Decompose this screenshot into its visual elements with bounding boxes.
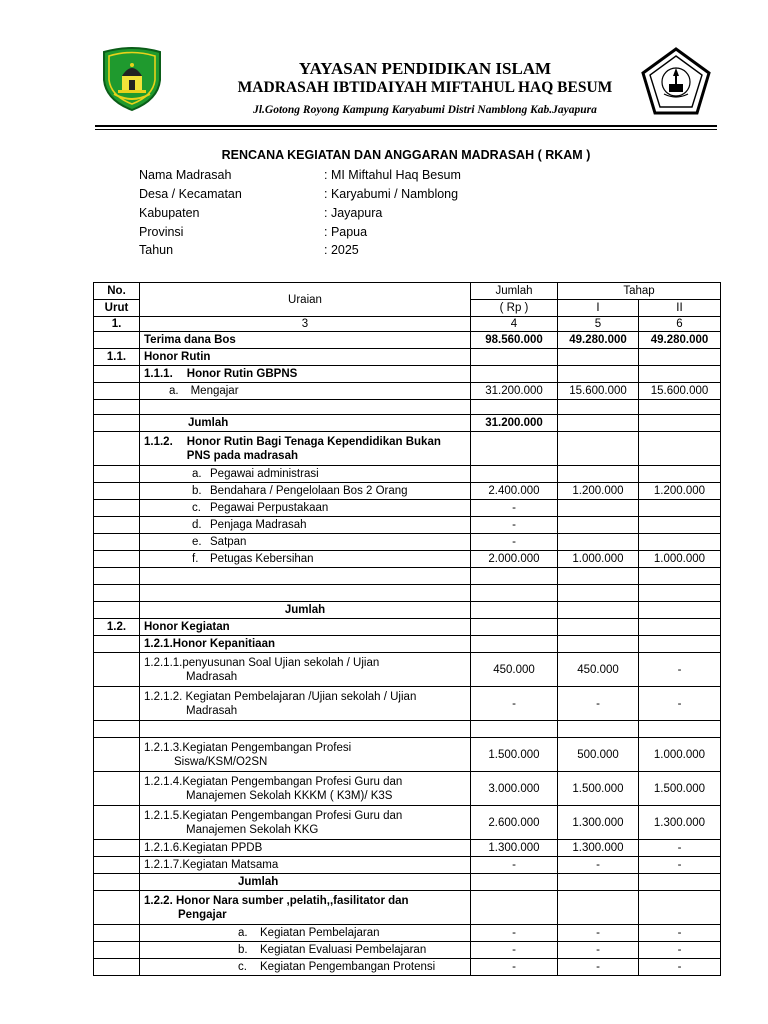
row-jumlah: - <box>471 959 558 976</box>
row-label: Penjaga Madrasah <box>210 519 307 531</box>
row-jumlah: 1.300.000 <box>471 840 558 857</box>
table-row <box>94 432 721 466</box>
header-no: No. <box>94 283 140 300</box>
row-tahap-2: 1.500.000 <box>639 772 721 806</box>
row-description <box>140 483 471 500</box>
row-tahap-1: 450.000 <box>558 653 639 687</box>
table-row <box>94 619 721 636</box>
row-code: c. <box>238 961 247 973</box>
info-value: : Jayapura <box>324 206 383 220</box>
table-row <box>94 942 721 959</box>
rkam-table <box>93 282 721 976</box>
row-label: Honor Rutin Bagi Tenaga Kependidikan Bukan PNS pada madrasah <box>186 435 441 462</box>
row-description <box>140 383 471 400</box>
row-jumlah: 1.500.000 <box>471 738 558 772</box>
row-label-cont: Manajemen Sekolah KKG <box>186 823 319 836</box>
row-tahap-1: 1.200.000 <box>558 483 639 500</box>
info-label: Kabupaten <box>139 206 200 220</box>
row-label-cont: Manajemen Sekolah KKKM ( K3M)/ K3S <box>186 789 393 802</box>
row-tahap-1: - <box>558 959 639 976</box>
row-tahap-2: 1.300.000 <box>639 806 721 840</box>
document-title: RENCANA KEGIATAN DAN ANGGARAN MADRASAH ( RKAM ) <box>221 148 591 162</box>
table-row-empty <box>94 568 721 585</box>
row-label: Honor Rutin GBPNS <box>186 368 298 380</box>
row-tahap-2: 49.280.000 <box>639 332 721 349</box>
row-description <box>140 432 471 466</box>
row-description: 1.2.1.7.Kegiatan Matsama <box>140 857 471 874</box>
row-jumlah: - <box>471 534 558 551</box>
row-tahap-2: - <box>639 687 721 721</box>
info-value: : Papua <box>324 225 368 239</box>
row-description: Terima dana Bos <box>140 332 471 349</box>
row-tahap-2: 1.000.000 <box>639 738 721 772</box>
row-code: 1.1.1. <box>144 368 173 380</box>
row-description <box>140 466 471 483</box>
row-label: Bendahara / Pengelolaan Bos 2 Orang <box>210 485 408 497</box>
row-label: 1.2.1.5.Kegiatan Pengembangan Profesi Guru dan <box>144 809 403 822</box>
table-row <box>94 925 721 942</box>
header-tahap-2: II <box>639 300 721 317</box>
row-jumlah: 2.400.000 <box>471 483 558 500</box>
info-label: Nama Madrasah <box>139 168 232 182</box>
table-row-empty <box>94 400 721 415</box>
row-label: 1.2.1.1.penyusunan Soal Ujian sekolah / Ujian <box>144 656 380 669</box>
table-row <box>94 483 721 500</box>
row-jumlah: - <box>471 500 558 517</box>
row-code: a. <box>238 927 248 939</box>
row-tahap-1: 500.000 <box>558 738 639 772</box>
row-jumlah: - <box>471 687 558 721</box>
header-jumlah: Jumlah <box>471 283 558 300</box>
row-jumlah: - <box>471 942 558 959</box>
row-label-cont: Madrasah <box>186 670 238 683</box>
row-description <box>140 806 471 840</box>
header-urut: Urut <box>94 300 140 317</box>
row-description: 1.2.1.6.Kegiatan PPDB <box>140 840 471 857</box>
info-value: : MI Miftahul Haq Besum <box>324 168 461 182</box>
column-number-row <box>94 317 721 332</box>
row-label: 1.2.1.4.Kegiatan Pengembangan Profesi Guru dan <box>144 775 403 788</box>
row-code: c. <box>192 502 201 514</box>
row-description <box>140 366 471 383</box>
row-description <box>140 942 471 959</box>
row-description <box>140 891 471 925</box>
row-label: Kegiatan Pembelajaran <box>260 927 380 939</box>
table-header-row <box>94 283 721 300</box>
row-tahap-2: - <box>639 857 721 874</box>
row-description <box>140 551 471 568</box>
col-number: 1. <box>94 317 140 332</box>
info-value: : 2025 <box>324 243 359 257</box>
info-label: Provinsi <box>139 225 184 239</box>
row-label: Satpan <box>210 536 247 548</box>
row-description: Honor Rutin <box>140 349 471 366</box>
col-number: 6 <box>639 317 721 332</box>
row-number: 1.1. <box>94 349 140 366</box>
table-row <box>94 332 721 349</box>
row-tahap-2: - <box>639 925 721 942</box>
row-label: Kegiatan Pengembangan Protensi <box>260 961 436 973</box>
header-divider-thin <box>95 129 717 130</box>
row-tahap-1: - <box>558 942 639 959</box>
header-tahap: Tahap <box>558 283 721 300</box>
row-jumlah: 31.200.000 <box>471 415 558 432</box>
school-shield-logo-icon <box>100 46 164 112</box>
row-label: Kegiatan Evaluasi Pembelajaran <box>260 944 427 956</box>
header-tahap-1: I <box>558 300 639 317</box>
row-description <box>140 500 471 517</box>
row-jumlah: 450.000 <box>471 653 558 687</box>
row-code: b. <box>192 485 202 497</box>
table-row <box>94 959 721 976</box>
row-tahap-2: 15.600.000 <box>639 383 721 400</box>
row-code: e. <box>192 536 202 548</box>
header-rp: ( Rp ) <box>471 300 558 317</box>
table-row <box>94 636 721 653</box>
row-label: Pegawai Perpustakaan <box>210 502 329 514</box>
row-label: Mengajar <box>190 385 239 397</box>
row-subtotal-label: Jumlah <box>140 415 471 432</box>
table-row <box>94 500 721 517</box>
row-tahap-2: - <box>639 840 721 857</box>
row-tahap-2: - <box>639 959 721 976</box>
header-uraian: Uraian <box>140 283 471 317</box>
school-name: MADRASAH IBTIDAIYAH MIFTAHUL HAQ BESUM <box>237 79 613 96</box>
table-row <box>94 534 721 551</box>
row-tahap-1: - <box>558 925 639 942</box>
table-row <box>94 874 721 891</box>
table-row <box>94 551 721 568</box>
table-row <box>94 366 721 383</box>
table-row <box>94 772 721 806</box>
row-code: a. <box>169 385 179 397</box>
table-row <box>94 466 721 483</box>
row-code: d. <box>192 519 202 531</box>
row-tahap-2: 1.000.000 <box>639 551 721 568</box>
col-number: 5 <box>558 317 639 332</box>
row-jumlah: - <box>471 517 558 534</box>
table-row <box>94 840 721 857</box>
table-row <box>94 806 721 840</box>
row-code: a. <box>192 468 202 480</box>
row-subtotal-label: Jumlah <box>140 874 471 891</box>
row-tahap-1: - <box>558 857 639 874</box>
row-tahap-1: 15.600.000 <box>558 383 639 400</box>
row-jumlah: 3.000.000 <box>471 772 558 806</box>
table-row <box>94 738 721 772</box>
table-row <box>94 891 721 925</box>
row-label: 1.2.1.3.Kegiatan Pengembangan Profesi <box>144 741 352 754</box>
row-label: Petugas Kebersihan <box>210 553 314 565</box>
row-description <box>140 925 471 942</box>
school-address: Jl.Gotong Royong Kampung Karyabumi Distri Namblong Kab.Jayapura <box>253 104 597 116</box>
row-subtotal-label: Jumlah <box>140 602 471 619</box>
row-tahap-2: 1.200.000 <box>639 483 721 500</box>
row-description: 1.2.1.Honor Kepanitiaan <box>140 636 471 653</box>
row-jumlah: 98.560.000 <box>471 332 558 349</box>
row-description <box>140 738 471 772</box>
row-label: 1.2.2. Honor Nara sumber ,pelatih,,fasilitator dan <box>144 894 409 907</box>
row-label: Pegawai administrasi <box>210 468 319 480</box>
row-label-cont: Pengajar <box>178 908 227 921</box>
row-label-cont: Siswa/KSM/O2SN <box>174 755 268 768</box>
row-code: f. <box>192 553 199 565</box>
table-row <box>94 383 721 400</box>
row-description: Honor Kegiatan <box>140 619 471 636</box>
row-label-cont: Madrasah <box>186 704 238 717</box>
info-value: : Karyabumi / Namblong <box>324 187 459 201</box>
table-row-empty <box>94 585 721 602</box>
header-divider <box>95 125 717 127</box>
table-row <box>94 517 721 534</box>
org-name: YAYASAN PENDIDIKAN ISLAM <box>298 59 552 78</box>
table-row <box>94 602 721 619</box>
row-tahap-1: 49.280.000 <box>558 332 639 349</box>
table-row-empty <box>94 721 721 738</box>
row-jumlah: 31.200.000 <box>471 383 558 400</box>
row-tahap-1: - <box>558 687 639 721</box>
row-description <box>140 517 471 534</box>
row-description <box>140 959 471 976</box>
table-row <box>94 415 721 432</box>
row-code: 1.1.2. <box>144 435 173 448</box>
info-label: Tahun <box>139 243 174 257</box>
row-label: 1.2.1.2. Kegiatan Pembelajaran /Ujian sekolah / Ujian <box>144 690 417 703</box>
table-row <box>94 653 721 687</box>
row-jumlah: - <box>471 925 558 942</box>
col-number: 4 <box>471 317 558 332</box>
row-code: b. <box>238 944 248 956</box>
table-row <box>94 349 721 366</box>
row-tahap-2: - <box>639 942 721 959</box>
col-number: 3 <box>140 317 471 332</box>
table-row <box>94 857 721 874</box>
row-jumlah: 2.000.000 <box>471 551 558 568</box>
table-row <box>94 687 721 721</box>
row-jumlah: 2.600.000 <box>471 806 558 840</box>
row-jumlah: - <box>471 857 558 874</box>
row-tahap-1: 1.000.000 <box>558 551 639 568</box>
row-number: 1.2. <box>94 619 140 636</box>
row-tahap-1: 1.300.000 <box>558 806 639 840</box>
row-description <box>140 534 471 551</box>
row-description <box>140 653 471 687</box>
info-label: Desa / Kecamatan <box>139 187 242 201</box>
row-tahap-1: 1.500.000 <box>558 772 639 806</box>
row-tahap-2: - <box>639 653 721 687</box>
row-tahap-1: 1.300.000 <box>558 840 639 857</box>
row-description <box>140 687 471 721</box>
row-description <box>140 772 471 806</box>
